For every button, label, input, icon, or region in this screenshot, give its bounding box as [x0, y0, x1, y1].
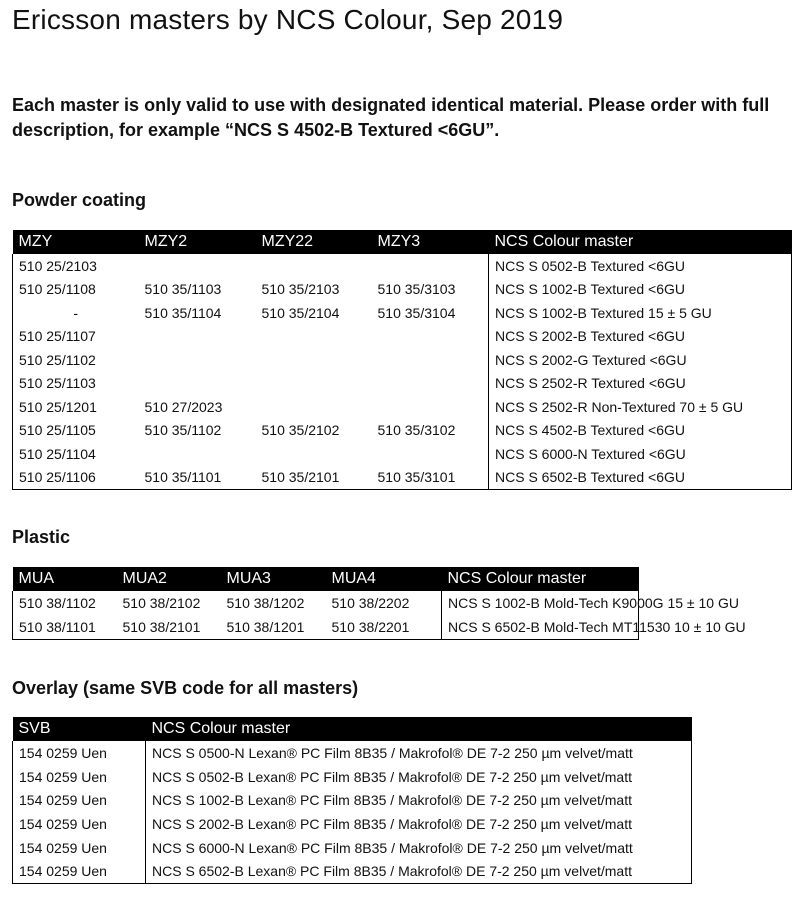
table-cell: NCS S 0502-B Textured <6GU — [489, 254, 792, 278]
table-row — [13, 419, 792, 443]
table-cell — [139, 442, 256, 466]
table-row — [13, 372, 792, 396]
table-cell — [256, 372, 372, 396]
table-cell: NCS S 1002-B Textured <6GU — [489, 278, 792, 302]
table-cell: - — [13, 301, 139, 325]
table-row — [13, 325, 792, 349]
table-row — [13, 348, 792, 372]
table-cell: 510 25/1108 — [13, 278, 139, 302]
plastic-heading: Plastic — [12, 527, 71, 547]
page-title: Ericsson masters by NCS Colour, Sep 2019 — [12, 4, 564, 35]
table-cell: NCS S 2002-G Textured <6GU — [489, 348, 792, 372]
column-header: SVB — [13, 717, 146, 741]
column-header: MUA — [13, 567, 117, 591]
table-cell: NCS S 6502-B Textured <6GU — [489, 466, 792, 490]
table-cell: NCS S 2502-R Non-Textured 70 ± 5 GU — [489, 395, 792, 419]
column-header: MZY2 — [139, 230, 256, 254]
table-cell: 510 25/2103 — [13, 254, 139, 278]
table-cell: NCS S 2502-R Textured <6GU — [489, 372, 792, 396]
column-header: NCS Colour master — [146, 717, 692, 741]
table-cell — [372, 348, 489, 372]
column-header: MZY3 — [372, 230, 489, 254]
table-cell: 510 38/2201 — [326, 615, 442, 640]
table-row — [13, 836, 692, 860]
table-cell: 510 25/1105 — [13, 419, 139, 443]
table-cell: 510 38/1102 — [13, 591, 117, 615]
column-header: MUA4 — [326, 567, 442, 591]
table-header-row — [13, 230, 792, 254]
table-row — [13, 254, 792, 278]
overlay-heading: Overlay (same SVB code for all masters) — [12, 678, 359, 698]
table-cell — [139, 348, 256, 372]
table-cell: 154 0259 Uen — [13, 836, 146, 860]
table-cell: 510 25/1201 — [13, 395, 139, 419]
table-cell — [372, 395, 489, 419]
table-cell: 510 25/1107 — [13, 325, 139, 349]
table-cell — [139, 372, 256, 396]
table-cell — [256, 325, 372, 349]
table-row — [13, 466, 792, 490]
table-row — [13, 859, 692, 883]
table-cell: NCS S 2002-B Lexan® PC Film 8B35 / Makrofol® DE 7-2 250 µm velvet/matt — [146, 812, 692, 836]
table-row — [13, 395, 792, 419]
column-header: NCS Colour master — [489, 230, 792, 254]
table-row — [13, 591, 639, 615]
table-cell: 510 35/2102 — [261, 422, 340, 439]
table-cell: NCS S 1002-B Lexan® PC Film 8B35 / Makrofol® DE 7-2 250 µm velvet/matt — [146, 788, 692, 812]
table-cell: 510 38/1101 — [13, 615, 117, 640]
table-cell: 154 0259 Uen — [13, 765, 146, 789]
table-cell: 510 38/2202 — [331, 595, 410, 611]
table-cell — [256, 395, 372, 419]
table-cell: NCS S 6000-N Lexan® PC Film 8B35 / Makrofol® DE 7-2 250 µm velvet/matt — [146, 836, 692, 860]
table-cell: 510 35/2101 — [256, 466, 372, 490]
table-cell: 510 38/1202 — [226, 595, 305, 611]
table-cell: NCS S 4502-B Textured <6GU — [489, 419, 792, 443]
table-header-row — [13, 717, 692, 741]
table-cell: 510 35/3104 — [377, 304, 456, 321]
table-cell: NCS S 0500-N Lexan® PC Film 8B35 / Makrofol® DE 7-2 250 µm velvet/matt — [146, 741, 692, 765]
table-cell — [372, 442, 489, 466]
table-cell: 510 35/2104 — [261, 304, 340, 321]
column-header: MUA2 — [117, 567, 221, 591]
column-header: NCS Colour master — [442, 567, 639, 591]
plastic-table — [12, 567, 746, 640]
table-cell: 510 35/1101 — [139, 466, 256, 490]
table-cell: 510 27/2023 — [144, 398, 223, 415]
table-row — [13, 278, 792, 302]
table-cell — [256, 348, 372, 372]
column-header: MUA3 — [221, 567, 326, 591]
table-cell: NCS S 6000-N Textured <6GU — [489, 442, 792, 466]
table-cell — [256, 254, 372, 278]
table-cell: 154 0259 Uen — [13, 812, 146, 836]
table-cell: NCS S 6502-B Mold-Tech MT11530 10 ± 10 GU — [442, 615, 639, 640]
table-row — [13, 812, 692, 836]
table-row — [13, 615, 639, 640]
table-cell: NCS S 1002-B Mold-Tech K9000G 15 ± 10 GU — [442, 591, 639, 615]
table-cell: 510 25/1104 — [13, 442, 139, 466]
table-cell: 510 35/1102 — [144, 422, 222, 439]
table-cell: 510 35/1103 — [144, 281, 222, 298]
table-cell: 510 35/3102 — [377, 422, 456, 439]
table-cell: NCS S 6502-B Lexan® PC Film 8B35 / Makrofol® DE 7-2 250 µm velvet/matt — [146, 859, 692, 883]
table-row — [13, 765, 692, 789]
table-cell: 510 25/1106 — [13, 466, 139, 490]
table-cell — [372, 325, 489, 349]
table-cell: 510 38/2102 — [122, 595, 201, 611]
table-row — [13, 788, 692, 812]
table-cell — [139, 254, 256, 278]
table-cell: 510 35/2103 — [261, 281, 340, 298]
table-cell: NCS S 2002-B Textured <6GU — [489, 325, 792, 349]
column-header: MZY — [13, 230, 139, 254]
table-cell — [372, 254, 489, 278]
intro-note: Each master is only valid to use with designated identical material. Please order with full description, for example “NCS S 4502-B Textured <6GU”. — [12, 95, 770, 140]
table-cell: 154 0259 Uen — [13, 788, 146, 812]
powder-coating-heading: Powder coating — [12, 190, 147, 210]
table-cell: 510 35/3101 — [372, 466, 489, 490]
table-cell: 154 0259 Uen — [13, 741, 146, 765]
table-row — [13, 301, 792, 325]
table-cell: 510 38/1201 — [221, 615, 326, 640]
table-cell — [372, 372, 489, 396]
table-cell: 510 25/1103 — [13, 372, 139, 396]
table-cell — [139, 325, 256, 349]
table-cell: 510 38/2101 — [117, 615, 221, 640]
table-cell: 510 35/1104 — [144, 304, 222, 321]
table-header-row — [13, 567, 639, 591]
powder-coating-table — [12, 230, 792, 490]
table-cell: 510 35/3103 — [377, 281, 456, 298]
table-cell — [256, 442, 372, 466]
table-cell: NCS S 1002-B Textured 15 ± 5 GU — [489, 301, 792, 325]
table-row — [13, 442, 792, 466]
overlay-table — [12, 717, 692, 884]
column-header: MZY22 — [256, 230, 372, 254]
table-cell: NCS S 0502-B Lexan® PC Film 8B35 / Makrofol® DE 7-2 250 µm velvet/matt — [146, 765, 692, 789]
table-row — [13, 741, 692, 765]
table-cell: 154 0259 Uen — [13, 859, 146, 883]
table-cell: 510 25/1102 — [13, 348, 139, 372]
